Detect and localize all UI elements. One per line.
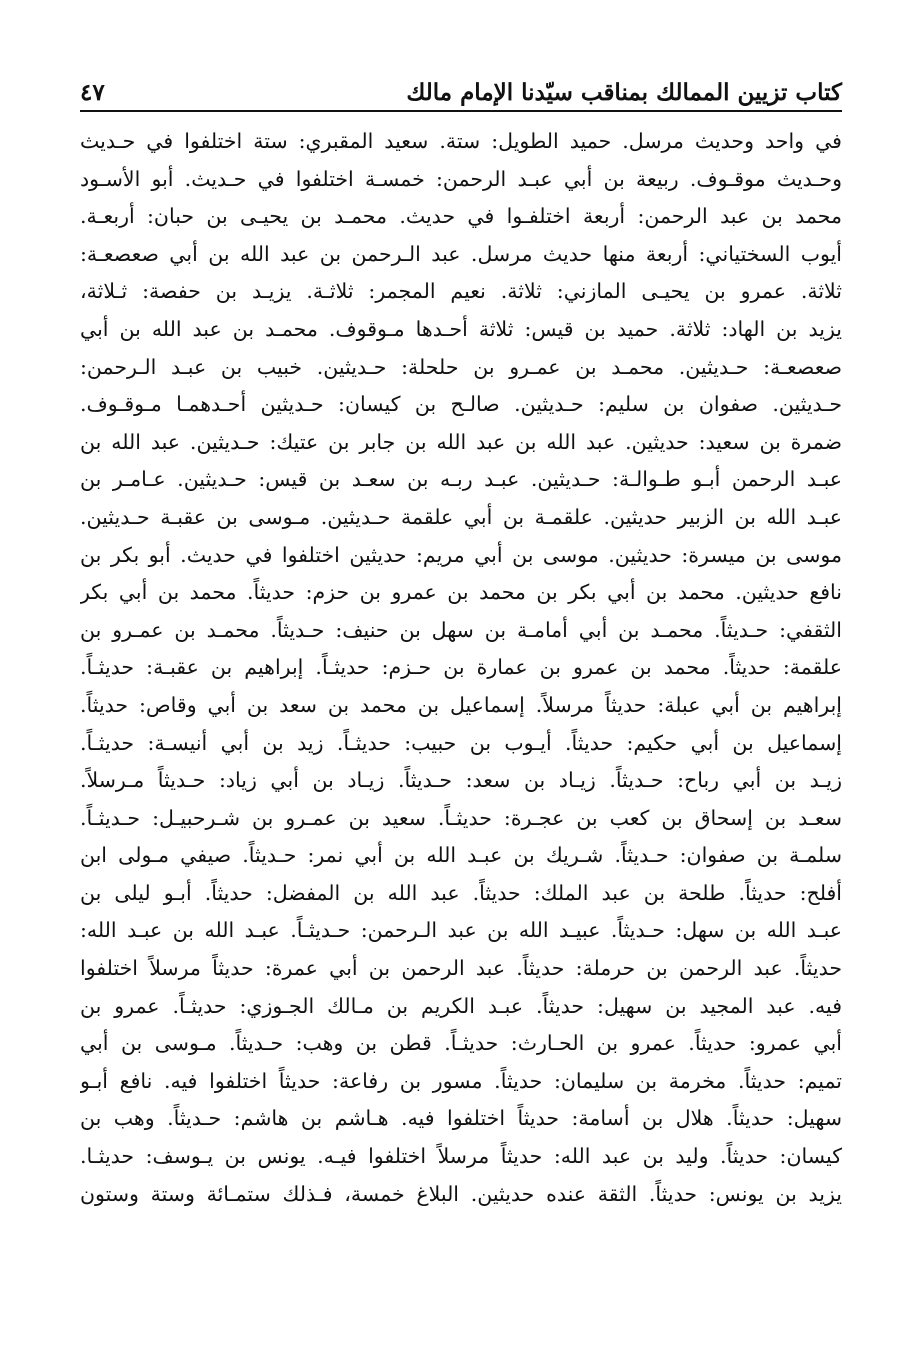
text-line: زيـد بن أبي رباح: حـديثاً. زيـاد بن سعد: حـديثاً. زيـاد بن أبي زياد: حـديثاً مـرسلاً. [80, 768, 842, 793]
text-line: أبي عمرو: حديثاً. عمرو بن الحـارث: حديثـاً. قطن بن وهب: حـديثاً. مـوسى بن أبي [80, 1031, 842, 1056]
text-line: سعـد بن إسحاق بن كعب بن عجـرة: حديثـاً. سعيد بن عمـرو بن شـرحبيـل: حـديثـاً. [80, 805, 842, 830]
book-title: كتاب تزيين الممالك بمناقب سيّدنا الإمام مالك [406, 79, 842, 106]
text-line: أفلح: حديثاً. طلحة بن عبد الملك: حديثاً. عبد الله بن المفضل: حديثاً. أبـو ليلى بن [80, 880, 842, 905]
text-line: وحـديث موقـوف. ربيعة بن أبي عبـد الرحمن: خمسـة اختلفوا في حـديث. أبو الأسـود [80, 166, 842, 191]
text-line: عبـد الرحمن أبـو طـوالـة: حـديثين. عبـد ربـه بن سعـد بن قيس: حـديثين. عـامـر بن [80, 467, 842, 492]
text-line: صعصعـة: حـديثين. محمـد بن عمـرو بن حلحلة: حـديثين. خبيب بن عبـد الـرحمن: [80, 354, 842, 379]
text-line: فيه. عبد المجيد بن سهيل: حديثاً. عبـد الكريم بن مـالك الجـوزي: حديثـاً. عمرو بن [80, 993, 842, 1018]
text-line: حـديثين. صفوان بن سليم: حـديثين. صالـح بن كيسان: حـديثين أحـدهمـا مـوقـوف. [80, 392, 842, 417]
text-line: سلمـة بن صفوان: حـديثاً. شـريك بن عبـد الله بن أبي نمر: حـديثاً. صيفي مـولى ابن [80, 843, 842, 868]
text-line: أيوب السختياني: أربعة منها حديث مرسل. عبد الـرحمن بن عبد الله بن أبي صعصعـة: [80, 241, 842, 266]
text-line: في واحد وحديث مرسل. حميد الطويل: ستة. سعيد المقبري: ستة اختلفوا في حـديث [80, 129, 842, 153]
text-line: ضمرة بن سعيد: حديثين. عبد الله بن عبد الله بن جابر بن عتيك: حـديثين. عبد الله بن [80, 429, 842, 454]
text-line: إبراهيم بن أبي عبلة: حديثاً مرسلاً. إسماعيل بن محمد بن سعد بن أبي وقاص: حديثاً. [80, 692, 842, 717]
text-line: سهيل: حديثاً. هلال بن أسامة: حديثاً اختلفوا فيه. هـاشم بن هاشم: حـديثاً. وهب بن [80, 1106, 842, 1131]
text-line: ثلاثة. عمرو بن يحيـى المازني: ثلاثة. نعيم المجمر: ثلاثـة. يزيـد بن حفصة: ثـلاثة، [80, 279, 842, 304]
text-line: تميم: حديثاً. مخرمة بن سليمان: حديثاً. مسور بن رفاعة: حديثاً اختلفوا فيه. نافع أبـو [80, 1068, 842, 1093]
body-text [80, 123, 842, 1213]
text-line: حديثاً. عبد الرحمن بن حرملة: حديثاً. عبد الرحمن بن أبي عمرة: حديثاً مرسلاً اختلفوا [80, 956, 842, 981]
text-line: نافع حديثين. محمد بن أبي بكر بن محمد بن عمرو بن حزم: حديثاً. محمد بن أبي بكر [80, 580, 842, 605]
text-line: إسماعيل بن أبي حكيم: حديثاً. أيـوب بن حبيب: حديثـاً. زيد بن أبي أنيسـة: حديثـاً. [80, 730, 842, 755]
running-header [80, 70, 842, 106]
text-line: يزيد بن الهاد: ثلاثة. حميد بن قيس: ثلاثة أحـدها مـوقوف. محمـد بن عبد الله بن أبي [80, 316, 842, 341]
text-line: محمد بن عبد الرحمن: أربعة اختلفـوا في حديث. محمـد بن يحيـى بن حبان: أربعـة. [80, 204, 842, 229]
text-line: يزيد بن يونس: حديثاً. الثقة عنده حديثين. البلاغ خمسة، فـذلك ستمـائة وستة وستون [80, 1181, 842, 1206]
text-line: عبـد الله بن سهل: حـديثاً. عبيـد الله بن عبد الـرحمن: حـديثـاً. عبـد الله بن عبـد الله: [80, 918, 842, 943]
text-line: الثقفي: حـديثاً. محمـد بن أبي أمامـة بن سهل بن حنيف: حـديثاً. محمـد بن عمـرو بن [80, 617, 842, 642]
text-line: موسى بن ميسرة: حديثين. موسى بن أبي مريم: حديثين اختلفوا في حديث. أبو بكر بن [80, 542, 842, 567]
text-line: عبـد الله بن الزبير حديثين. علقمـة بن أبي علقمة حـديثين. مـوسى بن عقبـة حـديثين. [80, 504, 842, 529]
text-line: علقمة: حديثاً. محمد بن عمرو بن عمارة بن حـزم: حديثـاً. إبراهيم بن عقبـة: حديثـاً. [80, 655, 842, 680]
text-line: كيسان: حديثاً. وليد بن عبد الله: حديثاً مرسلاً اختلفوا فيـه. يونس بن يـوسف: حديثـا. [80, 1144, 842, 1169]
page-number: ٤٧ [80, 79, 105, 106]
header-divider [80, 110, 842, 112]
